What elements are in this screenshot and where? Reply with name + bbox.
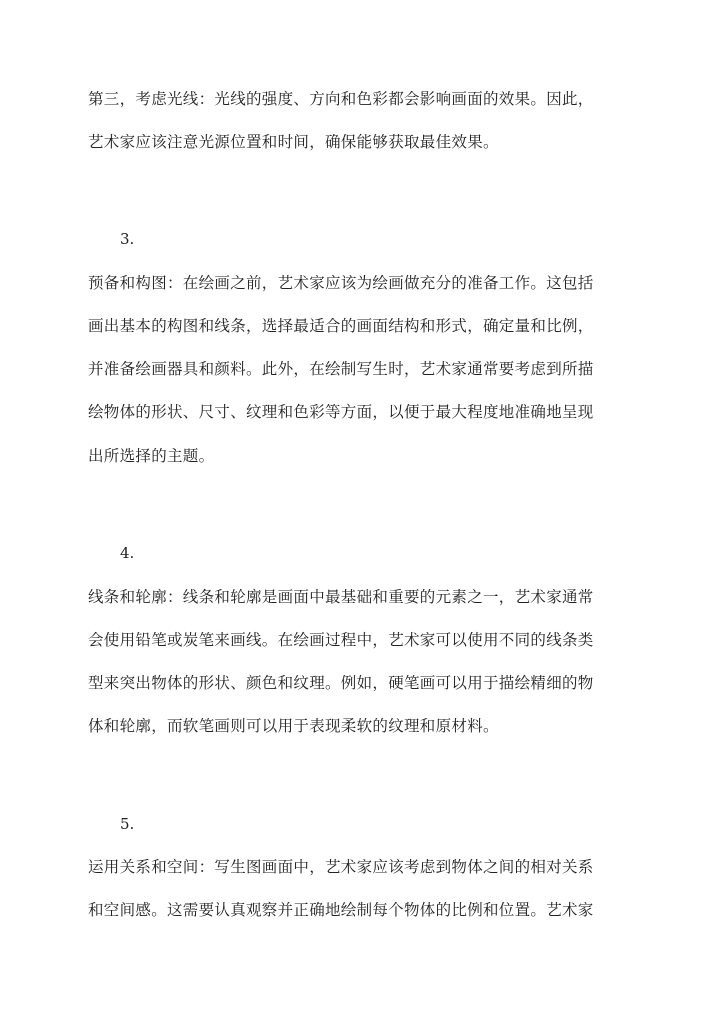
section-3-line-5: 出所选择的主题。 bbox=[88, 447, 215, 465]
section-4-line-4: 体和轮廓，而软笔画则可以用于表现柔软的纹理和原材料。 bbox=[88, 717, 499, 735]
section-3-line-4: 绘物体的形状、尺寸、纹理和色彩等方面，以便于最大程度地准确地呈现 bbox=[88, 403, 594, 421]
section-4-number: 4. bbox=[120, 544, 135, 562]
section-5-line-1: 运用关系和空间：写生图画面中，艺术家应该考虑到物体之间的相对关系 bbox=[88, 858, 594, 876]
section-3-number: 3. bbox=[120, 230, 135, 248]
section-5-line-2: 和空间感。这需要认真观察并正确地绘制每个物体的比例和位置。艺术家 bbox=[88, 901, 594, 919]
section-4-line-3: 型来突出物体的形状、颜色和纹理。例如，硬笔画可以用于描绘精细的物 bbox=[88, 674, 594, 692]
intro-line-1: 第三，考虑光线：光线的强度、方向和色彩都会影响画面的效果。因此， bbox=[88, 90, 594, 108]
section-5-number: 5. bbox=[120, 815, 135, 833]
section-4-line-1: 线条和轮廓：线条和轮廓是画面中最基础和重要的元素之一，艺术家通常 bbox=[88, 588, 594, 606]
section-4-line-2: 会使用铅笔或炭笔来画线。在绘画过程中，艺术家可以使用不同的线条类 bbox=[88, 631, 594, 649]
section-3-line-1: 预备和构图：在绘画之前，艺术家应该为绘画做充分的准备工作。这包括 bbox=[88, 274, 594, 292]
section-3-line-2: 画出基本的构图和线条，选择最适合的画面结构和形式，确定量和比例， bbox=[88, 317, 594, 335]
section-3-line-3: 并准备绘画器具和颜料。此外，在绘制写生时，艺术家通常要考虑到所描 bbox=[88, 360, 594, 378]
intro-line-2: 艺术家应该注意光源位置和时间，确保能够获取最佳效果。 bbox=[88, 133, 499, 151]
